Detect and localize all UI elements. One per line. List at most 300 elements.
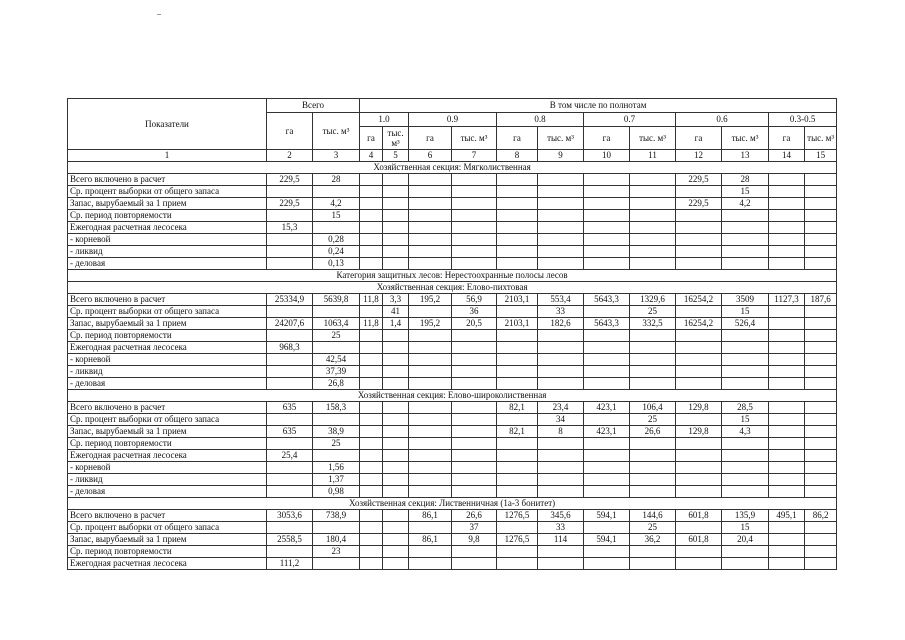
- table-cell: [805, 546, 837, 558]
- table-cell: [769, 426, 805, 438]
- section-row: [68, 498, 837, 510]
- table-row: [68, 354, 837, 366]
- table-cell: [805, 186, 837, 198]
- row-label: Запас, вырубаемый за 1 прием: [68, 318, 267, 330]
- table-cell: [722, 210, 769, 222]
- section-row: [68, 282, 837, 294]
- table-cell: [360, 330, 383, 342]
- table-cell: [409, 486, 452, 498]
- table-cell: [805, 462, 837, 474]
- table-cell: [630, 342, 676, 354]
- table-cell: [452, 174, 497, 186]
- table-cell: 968,3: [267, 342, 313, 354]
- table-row: [68, 462, 837, 474]
- table-cell: [360, 474, 383, 486]
- table-cell: [383, 330, 409, 342]
- table-cell: [360, 258, 383, 270]
- table-cell: [676, 342, 722, 354]
- table-cell: [383, 354, 409, 366]
- table-row: [68, 510, 837, 522]
- table-row: [68, 546, 837, 558]
- table-cell: [676, 546, 722, 558]
- table-row: [68, 366, 837, 378]
- table-cell: [630, 354, 676, 366]
- row-label: Ежегодная расчетная лесосека: [68, 222, 267, 234]
- section-title: Хозяйственная секция: Лиственничная (1а-3 бонитет): [68, 498, 837, 510]
- table-cell: 26,6: [630, 426, 676, 438]
- table-cell: [267, 462, 313, 474]
- table-cell: 20,5: [452, 318, 497, 330]
- table-cell: [497, 546, 538, 558]
- table-cell: [497, 414, 538, 426]
- table-cell: 423,1: [584, 402, 630, 414]
- table-cell: [584, 354, 630, 366]
- table-cell: [497, 198, 538, 210]
- table-cell: [538, 198, 584, 210]
- table-cell: [584, 486, 630, 498]
- table-cell: [267, 210, 313, 222]
- header-0-8-ha: га: [497, 127, 538, 150]
- col-num: 13: [722, 150, 769, 162]
- column-number-row: [68, 150, 837, 162]
- table-cell: 1127,3: [769, 294, 805, 306]
- table-cell: [497, 186, 538, 198]
- table-cell: 229,5: [676, 174, 722, 186]
- col-num: 5: [383, 150, 409, 162]
- table-cell: [805, 222, 837, 234]
- row-label: Ежегодная расчетная лесосека: [68, 450, 267, 462]
- table-cell: [267, 378, 313, 390]
- table-cell: [409, 366, 452, 378]
- table-cell: [497, 438, 538, 450]
- table-cell: [409, 474, 452, 486]
- table-cell: [630, 474, 676, 486]
- table-cell: [267, 306, 313, 318]
- table-cell: [805, 402, 837, 414]
- row-label: Ср. процент выборки от общего запаса: [68, 414, 267, 426]
- table-cell: [452, 486, 497, 498]
- table-row: [68, 426, 837, 438]
- table-row: [68, 414, 837, 426]
- table-cell: [383, 234, 409, 246]
- table-cell: [360, 414, 383, 426]
- table-cell: [409, 198, 452, 210]
- table-cell: [267, 186, 313, 198]
- header-0-8-thm3: тыс. м³: [538, 127, 584, 150]
- table-cell: 8: [538, 426, 584, 438]
- table-cell: 9,8: [452, 534, 497, 546]
- table-cell: 15: [722, 306, 769, 318]
- table-cell: [497, 222, 538, 234]
- table-cell: 11,8: [360, 318, 383, 330]
- table-cell: [769, 246, 805, 258]
- table-cell: 0,13: [313, 258, 360, 270]
- table-cell: [267, 522, 313, 534]
- table-cell: [497, 342, 538, 354]
- table-cell: 0,98: [313, 486, 360, 498]
- table-cell: [584, 450, 630, 462]
- table-cell: [584, 222, 630, 234]
- table-cell: 423,1: [584, 426, 630, 438]
- header-density-1-0: 1.0: [360, 113, 409, 127]
- row-label: Запас, вырубаемый за 1 прием: [68, 198, 267, 210]
- table-cell: 3053,6: [267, 510, 313, 522]
- table-cell: [676, 486, 722, 498]
- table-cell: 495,1: [769, 510, 805, 522]
- table-cell: [383, 438, 409, 450]
- table-cell: [313, 222, 360, 234]
- table-cell: [630, 486, 676, 498]
- table-cell: [497, 306, 538, 318]
- table-cell: [676, 522, 722, 534]
- header-1-0-thm3: тыс. м³: [383, 127, 409, 150]
- header-0-6-thm3: тыс. м³: [722, 127, 769, 150]
- table-cell: [538, 462, 584, 474]
- data-table: [67, 98, 837, 570]
- table-row: [68, 474, 837, 486]
- table-cell: [497, 522, 538, 534]
- table-cell: [538, 558, 584, 570]
- table-cell: [383, 402, 409, 414]
- table-cell: [452, 234, 497, 246]
- table-cell: 180,4: [313, 534, 360, 546]
- table-cell: [769, 330, 805, 342]
- table-cell: [676, 186, 722, 198]
- table-cell: [313, 558, 360, 570]
- table-cell: [267, 438, 313, 450]
- table-cell: [452, 414, 497, 426]
- table-cell: [360, 378, 383, 390]
- table-cell: [452, 330, 497, 342]
- table-cell: [409, 174, 452, 186]
- table-cell: [538, 474, 584, 486]
- table-cell: 195,2: [409, 294, 452, 306]
- table-cell: [452, 450, 497, 462]
- col-num: 1: [68, 150, 267, 162]
- table-cell: 36,2: [630, 534, 676, 546]
- table-cell: 25334,9: [267, 294, 313, 306]
- table-cell: 25,4: [267, 450, 313, 462]
- header-density-0-9: 0.9: [409, 113, 497, 127]
- table-cell: [360, 246, 383, 258]
- table-cell: [722, 486, 769, 498]
- table-cell: [383, 474, 409, 486]
- table-cell: [676, 462, 722, 474]
- table-cell: [676, 414, 722, 426]
- table-cell: [769, 354, 805, 366]
- row-label: - ликвид: [68, 366, 267, 378]
- table-cell: [805, 474, 837, 486]
- table-cell: [769, 318, 805, 330]
- table-cell: 28,5: [722, 402, 769, 414]
- table-cell: [383, 174, 409, 186]
- table-cell: [497, 366, 538, 378]
- row-label: - ликвид: [68, 474, 267, 486]
- table-cell: 36: [452, 306, 497, 318]
- table-cell: [497, 474, 538, 486]
- table-cell: [805, 342, 837, 354]
- table-cell: [676, 366, 722, 378]
- row-label: Ср. процент выборки от общего запаса: [68, 522, 267, 534]
- row-label: Ср. период повторяемости: [68, 438, 267, 450]
- table-cell: 33: [538, 522, 584, 534]
- table-cell: [769, 546, 805, 558]
- row-label: Всего включено в расчет: [68, 174, 267, 186]
- section-row: [68, 270, 837, 282]
- section-title: Хозяйственная секция: Елово-широколиственная: [68, 390, 837, 402]
- table-cell: [409, 246, 452, 258]
- table-cell: [769, 306, 805, 318]
- col-num: 9: [538, 150, 584, 162]
- table-cell: [805, 306, 837, 318]
- table-cell: 4,3: [722, 426, 769, 438]
- table-row: [68, 198, 837, 210]
- header-0-3-0-5-thm3: тыс. м³: [805, 127, 837, 150]
- table-cell: 15: [313, 210, 360, 222]
- table-cell: [805, 522, 837, 534]
- table-cell: [452, 474, 497, 486]
- table-cell: [313, 306, 360, 318]
- table-cell: [383, 222, 409, 234]
- col-num: 10: [584, 150, 630, 162]
- table-cell: [360, 342, 383, 354]
- table-cell: [805, 438, 837, 450]
- table-cell: [409, 426, 452, 438]
- table-cell: [409, 558, 452, 570]
- table-cell: 3509: [722, 294, 769, 306]
- table-cell: 15,3: [267, 222, 313, 234]
- table-cell: [267, 330, 313, 342]
- table-cell: [676, 222, 722, 234]
- header-density-0-7: 0.7: [584, 113, 676, 127]
- table-cell: 2103,1: [497, 294, 538, 306]
- table-row: [68, 234, 837, 246]
- table-cell: [360, 486, 383, 498]
- header-density-0-6: 0.6: [676, 113, 769, 127]
- table-row: [68, 486, 837, 498]
- table-cell: [383, 366, 409, 378]
- table-cell: [360, 462, 383, 474]
- table-cell: [452, 246, 497, 258]
- table-cell: 1276,5: [497, 534, 538, 546]
- table-cell: 1329,6: [630, 294, 676, 306]
- table-cell: [676, 450, 722, 462]
- table-cell: [452, 222, 497, 234]
- table-cell: 601,8: [676, 534, 722, 546]
- table-cell: [267, 354, 313, 366]
- table-cell: [267, 414, 313, 426]
- table-row: [68, 186, 837, 198]
- table-cell: [676, 258, 722, 270]
- forest-report-table: [67, 98, 836, 570]
- table-cell: [769, 258, 805, 270]
- table-cell: 82,1: [497, 426, 538, 438]
- table-cell: [360, 450, 383, 462]
- table-cell: [360, 534, 383, 546]
- table-cell: [360, 438, 383, 450]
- header-total-ha: га: [267, 113, 313, 150]
- table-cell: [383, 534, 409, 546]
- col-num: 6: [409, 150, 452, 162]
- table-cell: [722, 258, 769, 270]
- table-cell: [383, 210, 409, 222]
- table-cell: [722, 342, 769, 354]
- row-label: Ежегодная расчетная лесосека: [68, 558, 267, 570]
- table-cell: 106,4: [630, 402, 676, 414]
- row-label: - корневой: [68, 234, 267, 246]
- table-cell: [360, 306, 383, 318]
- section-title: Категория защитных лесов: Нерестоохранные полосы лесов: [68, 270, 837, 282]
- table-cell: [769, 450, 805, 462]
- table-cell: [538, 354, 584, 366]
- header-1-0-ha: га: [360, 127, 383, 150]
- table-cell: 4,2: [313, 198, 360, 210]
- table-cell: 135,9: [722, 510, 769, 522]
- table-cell: [584, 558, 630, 570]
- table-cell: [383, 186, 409, 198]
- table-cell: [722, 558, 769, 570]
- table-cell: [360, 546, 383, 558]
- table-cell: [805, 534, 837, 546]
- table-cell: [722, 378, 769, 390]
- table-cell: 15: [722, 186, 769, 198]
- table-cell: [630, 558, 676, 570]
- table-cell: [630, 246, 676, 258]
- table-cell: [584, 186, 630, 198]
- table-cell: [584, 546, 630, 558]
- table-cell: [452, 402, 497, 414]
- row-label: Ежегодная расчетная лесосека: [68, 342, 267, 354]
- table-cell: [383, 450, 409, 462]
- table-cell: [584, 522, 630, 534]
- scan-mark: [157, 14, 161, 15]
- table-cell: [409, 522, 452, 534]
- table-cell: 158,3: [313, 402, 360, 414]
- table-cell: [497, 258, 538, 270]
- table-cell: [584, 210, 630, 222]
- table-cell: [383, 486, 409, 498]
- header-0-6-ha: га: [676, 127, 722, 150]
- table-cell: 82,1: [497, 402, 538, 414]
- table-cell: [383, 426, 409, 438]
- table-cell: [538, 258, 584, 270]
- row-label: Запас, вырубаемый за 1 прием: [68, 426, 267, 438]
- table-cell: [769, 462, 805, 474]
- table-cell: [676, 234, 722, 246]
- table-cell: 3,3: [383, 294, 409, 306]
- table-cell: [630, 378, 676, 390]
- table-cell: [805, 558, 837, 570]
- table-cell: 594,1: [584, 534, 630, 546]
- table-cell: [267, 234, 313, 246]
- table-cell: [409, 186, 452, 198]
- table-cell: 345,6: [538, 510, 584, 522]
- col-num: 2: [267, 150, 313, 162]
- table-cell: [383, 510, 409, 522]
- table-cell: [805, 450, 837, 462]
- table-cell: [383, 546, 409, 558]
- row-label: - деловая: [68, 258, 267, 270]
- table-cell: 0,24: [313, 246, 360, 258]
- table-cell: [538, 186, 584, 198]
- table-cell: [383, 462, 409, 474]
- table-row: [68, 534, 837, 546]
- table-cell: [630, 546, 676, 558]
- header-density-0-3-0-5: 0.3-0.5: [769, 113, 837, 127]
- table-cell: 23,4: [538, 402, 584, 414]
- table-cell: [630, 330, 676, 342]
- table-cell: [630, 186, 676, 198]
- table-cell: [383, 246, 409, 258]
- table-cell: [538, 174, 584, 186]
- table-cell: [383, 258, 409, 270]
- table-cell: [538, 546, 584, 558]
- table-row: [68, 306, 837, 318]
- table-cell: [630, 258, 676, 270]
- table-cell: 11,8: [360, 294, 383, 306]
- table-cell: [769, 486, 805, 498]
- table-cell: [805, 318, 837, 330]
- table-cell: [722, 438, 769, 450]
- table-cell: [267, 486, 313, 498]
- table-cell: [538, 366, 584, 378]
- table-cell: [722, 246, 769, 258]
- table-cell: [676, 354, 722, 366]
- table-cell: [630, 234, 676, 246]
- header-0-9-thm3: тыс. м³: [452, 127, 497, 150]
- table-cell: 1276,5: [497, 510, 538, 522]
- table-cell: [805, 330, 837, 342]
- table-cell: [630, 210, 676, 222]
- table-cell: 526,4: [722, 318, 769, 330]
- table-cell: 2103,1: [497, 318, 538, 330]
- table-cell: 111,2: [267, 558, 313, 570]
- table-cell: [267, 246, 313, 258]
- table-cell: [584, 462, 630, 474]
- table-cell: [409, 234, 452, 246]
- col-num: 11: [630, 150, 676, 162]
- table-cell: [409, 462, 452, 474]
- row-label: Запас, вырубаемый за 1 прием: [68, 534, 267, 546]
- table-cell: 37,39: [313, 366, 360, 378]
- table-cell: [630, 198, 676, 210]
- table-cell: 24207,6: [267, 318, 313, 330]
- table-cell: [805, 258, 837, 270]
- table-cell: [313, 522, 360, 534]
- table-cell: 25: [630, 522, 676, 534]
- table-cell: [383, 342, 409, 354]
- table-cell: [630, 450, 676, 462]
- table-cell: 601,8: [676, 510, 722, 522]
- table-cell: 34: [538, 414, 584, 426]
- table-cell: [584, 366, 630, 378]
- table-cell: 33: [538, 306, 584, 318]
- table-cell: [769, 558, 805, 570]
- table-cell: [360, 210, 383, 222]
- table-cell: [409, 414, 452, 426]
- table-cell: [769, 234, 805, 246]
- table-cell: [769, 342, 805, 354]
- table-cell: [676, 378, 722, 390]
- table-cell: [722, 234, 769, 246]
- header-total-thm3: тыс. м³: [313, 113, 360, 150]
- table-cell: 16254,2: [676, 318, 722, 330]
- table-cell: 594,1: [584, 510, 630, 522]
- table-cell: [452, 462, 497, 474]
- table-cell: [383, 378, 409, 390]
- table-cell: 1,37: [313, 474, 360, 486]
- col-num: 14: [769, 150, 805, 162]
